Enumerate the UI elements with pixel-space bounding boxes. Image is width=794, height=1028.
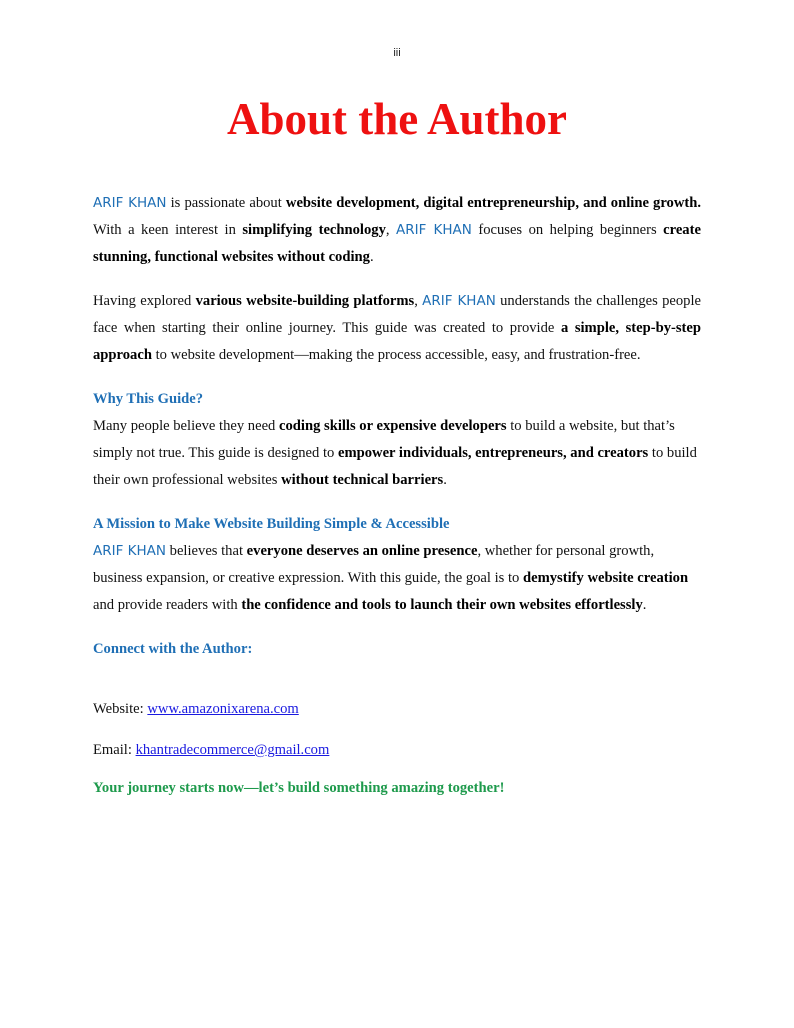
explored-text: to website development—making the process accessible, easy, and frustration-free.	[155, 347, 641, 363]
why-bold: coding skills or expensive developers	[279, 418, 507, 434]
mission-text: and provide readers with	[93, 597, 238, 613]
author-name: ARIF KHAN	[422, 293, 496, 309]
website-link[interactable]: www.amazonixarena.com	[147, 701, 299, 717]
intro-text: ,	[385, 222, 390, 238]
why-bold: empower individuals, entrepreneurs, and creators	[337, 445, 649, 461]
why-text: to build their own professional websites	[93, 445, 697, 488]
why-text: to build a website, but that’s simply not true. This guide is designed to	[93, 418, 675, 461]
page-title: About the Author	[226, 94, 568, 144]
explored-bold: various website-building platforms	[195, 293, 415, 309]
mission-paragraph	[93, 538, 701, 619]
connect-heading: Connect with the Author:	[93, 641, 253, 657]
why-heading: Why This Guide?	[93, 391, 204, 407]
mission-text: .	[642, 597, 647, 613]
mission-bold: the confidence and tools to launch their own websites effortlessly	[241, 597, 643, 613]
mission-heading: A Mission to Make Website Building Simple & Accessible	[93, 516, 450, 532]
mission-text: , whether for personal growth, business expansion, or creative expression. With this guide, the goal is to	[93, 543, 655, 586]
explored-bold: a simple, step-by-step approach	[93, 320, 701, 363]
explored-paragraph	[93, 288, 701, 369]
why-paragraph	[93, 413, 701, 494]
author-name: ARIF KHAN	[93, 543, 166, 559]
email-label: Email:	[93, 742, 132, 758]
mission-text: believes that	[169, 543, 244, 559]
mission-bold: demystify website creation	[523, 570, 689, 586]
closing-line: Your journey starts now—let’s build something amazing together!	[93, 780, 505, 796]
document-body	[93, 190, 701, 802]
intro-text: is passionate about	[170, 195, 282, 211]
intro-bold: simplifying technology	[242, 222, 386, 238]
explored-text: Having explored	[93, 293, 192, 309]
email-link[interactable]: khantradecommerce@gmail.com	[135, 742, 330, 758]
intro-text: focuses on helping beginners	[478, 222, 657, 238]
intro-text: With a keen interest in	[93, 222, 236, 238]
author-name: ARIF KHAN	[396, 222, 472, 238]
intro-bold: website development, digital entrepreneurship, and online growth.	[285, 195, 702, 211]
why-text: Many people believe they need	[93, 418, 276, 434]
mission-bold: everyone deserves an online presence	[246, 543, 478, 559]
explored-text: understands the challenges people face when starting their online journey. This guide was created to provide	[93, 293, 701, 336]
author-name: ARIF KHAN	[93, 195, 167, 211]
intro-text: .	[369, 249, 374, 265]
page-number: iii	[393, 47, 401, 59]
email-line	[93, 737, 701, 764]
why-bold: without technical barriers	[281, 472, 444, 488]
explored-text: ,	[414, 293, 418, 309]
website-line	[93, 696, 701, 723]
website-label: Website:	[93, 701, 144, 717]
why-text: .	[443, 472, 447, 488]
intro-bold: create stunning, functional websites without coding	[93, 222, 701, 265]
intro-paragraph	[93, 190, 701, 271]
